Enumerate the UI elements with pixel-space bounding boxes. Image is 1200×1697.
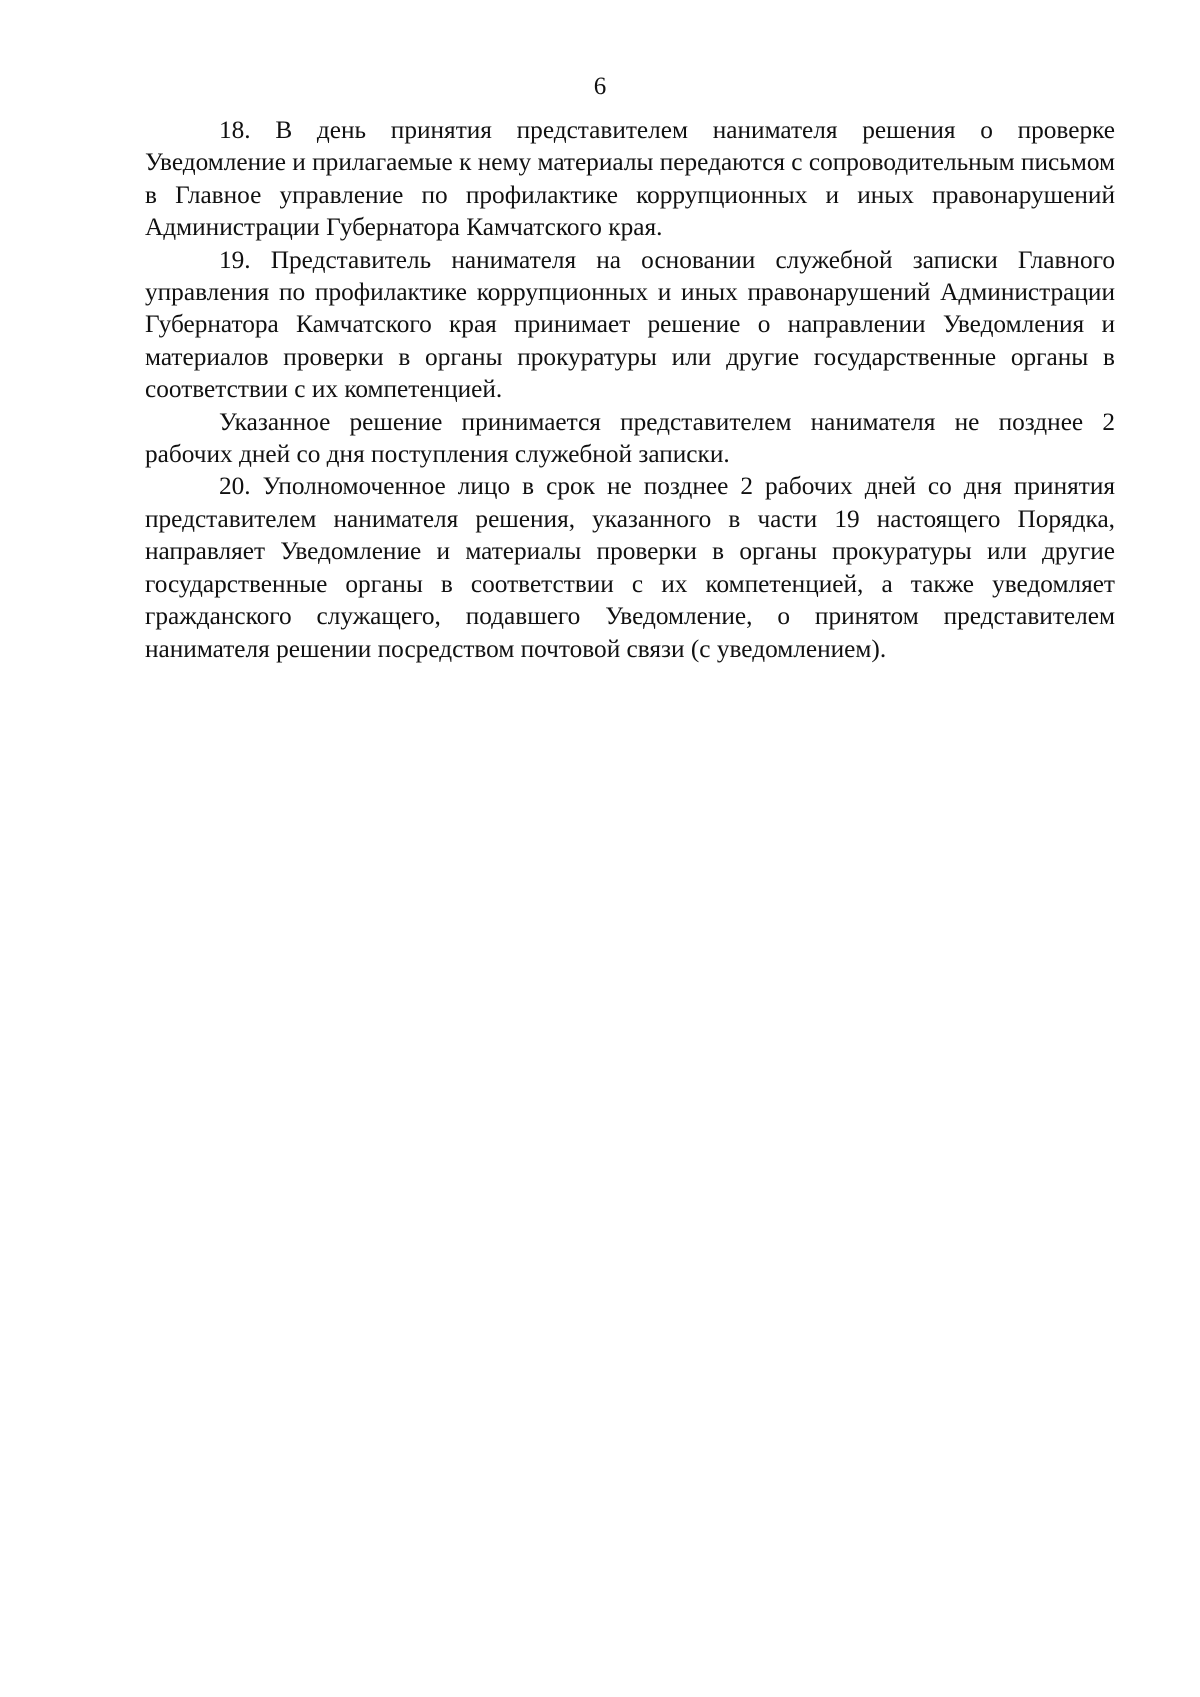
document-body xyxy=(145,114,1115,665)
paragraph-19-addendum: Указанное решение принимается представителем нанимателя не позднее 2 рабочих дней со дня поступления служебной записки. xyxy=(145,407,1115,469)
paragraph-20: 20. Уполномоченное лицо в срок не позднее 2 рабочих дней со дня принятия представителем нанимателя решения, указанного в части 19 настоящего Порядка, направляет Уведомление и материалы проверки в органы прокуратуры или другие государственные органы в соответствии с их компетенцией, а также уведомляет гражданского служащего, подавшего Уведомление, о принятом представителем нанимателя решении посредством почтовой связи (с уведомлением). xyxy=(145,472,1115,663)
paragraph-19: 19. Представитель нанимателя на основании служебной записки Главного управления по профилактике коррупционных и иных правонарушений Администрации Губернатора Камчатского края принимает решение о направлении Уведомления и материалов проверки в органы прокуратуры или другие государственные органы в соответствии с их компетенцией. xyxy=(145,245,1115,404)
paragraph-18: 18. В день принятия представителем нанимателя решения о проверке Уведомление и прилагаемые к нему материалы передаются с сопроводительным письмом в Главное управление по профилактике коррупционных и иных правонарушений Администрации Губернатора Камчатского края. xyxy=(145,116,1115,242)
page-number: 6 xyxy=(593,73,607,100)
